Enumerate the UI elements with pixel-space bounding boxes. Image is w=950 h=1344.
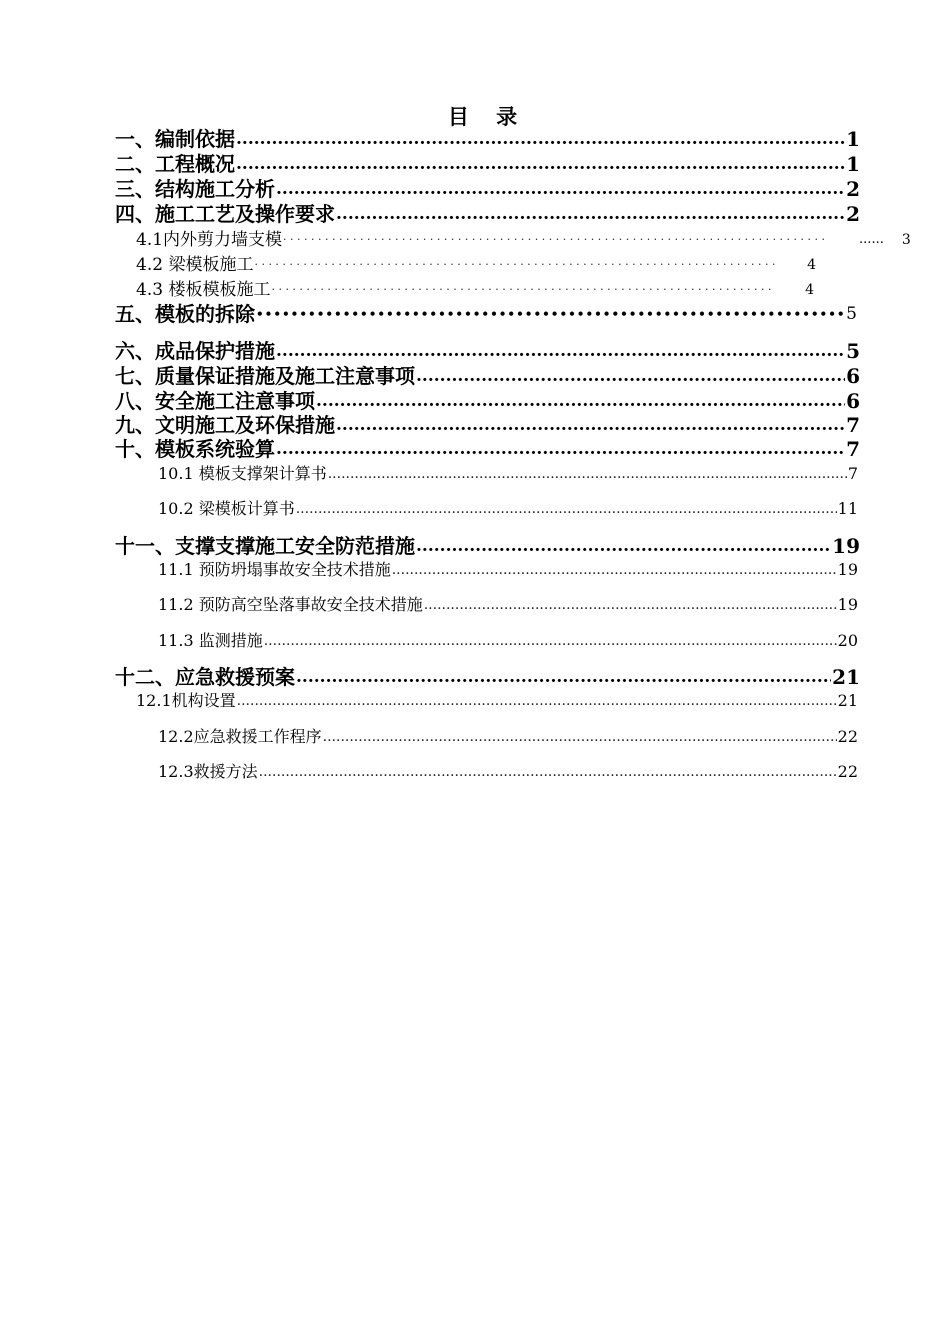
toc-entry-label: 七、质量保证措施及施工注意事项 xyxy=(115,364,415,388)
toc-leader xyxy=(264,630,837,652)
toc-entry[interactable] xyxy=(115,152,860,176)
toc-entry[interactable] xyxy=(158,594,858,616)
toc-entry-label: 11.1 预防坍塌事故安全技术措施 xyxy=(158,560,391,579)
toc-page-number: 5 xyxy=(846,304,857,324)
toc-entry[interactable] xyxy=(115,127,860,151)
toc-page-number: 2 xyxy=(846,177,860,201)
toc-leader xyxy=(256,302,845,326)
toc-entry-label: 10.1 模板支撑架计算书 xyxy=(158,464,327,483)
toc-entry[interactable] xyxy=(158,559,858,581)
toc-entry-label: 五、模板的拆除 xyxy=(115,302,255,326)
toc-leader xyxy=(416,364,845,388)
toc-entry[interactable] xyxy=(115,364,860,388)
toc-page-number: 21 xyxy=(832,665,860,689)
toc-entry-label: 10.2 梁模板计算书 xyxy=(158,499,295,518)
toc-entry-label: 十一、支撑支撑施工安全防范措施 xyxy=(115,534,415,558)
toc-entry[interactable] xyxy=(158,498,858,520)
toc-entry[interactable] xyxy=(158,630,858,652)
toc-leader xyxy=(392,559,837,581)
toc-entry[interactable] xyxy=(115,413,860,437)
toc-leader xyxy=(254,254,779,276)
toc-leader xyxy=(259,761,837,783)
toc-entry-label: 11.3 监测措施 xyxy=(158,631,263,650)
toc-leader xyxy=(416,534,831,558)
toc-entry[interactable] xyxy=(115,302,857,326)
toc-page-number: 7 xyxy=(846,437,860,461)
toc-entry-label: 一、编制依据 xyxy=(115,127,235,151)
toc-page-number: 19 xyxy=(832,534,860,558)
toc-page-number: 7 xyxy=(846,413,860,437)
toc-entry[interactable] xyxy=(136,229,911,251)
toc-page-number: 5 xyxy=(846,339,860,363)
toc-leader xyxy=(276,177,845,201)
toc-entry[interactable] xyxy=(158,726,858,748)
toc-entry-label: 二、工程概况 xyxy=(115,152,235,176)
toc-entry[interactable] xyxy=(115,202,860,226)
toc-entry-label: 12.2应急救援工作程序 xyxy=(158,727,322,746)
toc-entry[interactable] xyxy=(136,254,816,276)
toc-entry[interactable] xyxy=(115,339,860,363)
toc-leader xyxy=(316,389,845,413)
toc-entry-label: 四、施工工艺及操作要求 xyxy=(115,202,335,226)
page-title: 目 录 xyxy=(447,104,528,129)
toc-page-number: 22 xyxy=(837,727,858,746)
toc-page-number: 19 xyxy=(837,560,858,579)
toc-entry-label: 九、文明施工及环保措施 xyxy=(115,413,335,437)
toc-page-number: 11 xyxy=(837,499,858,518)
toc-entry-label: 11.2 预防高空坠落事故安全技术措施 xyxy=(158,595,423,614)
toc-entry[interactable] xyxy=(115,177,860,201)
toc-entry-label: 十、模板系统验算 xyxy=(115,437,275,461)
toc-entry[interactable] xyxy=(115,665,860,689)
toc-leader xyxy=(276,339,845,363)
toc-entry[interactable] xyxy=(136,279,814,301)
toc-page-number: 6 xyxy=(846,364,860,388)
toc-entry-label: 4.2 梁模板施工 xyxy=(136,255,254,275)
toc-page-number: 6 xyxy=(846,389,860,413)
toc-leader xyxy=(236,152,845,176)
toc-leader xyxy=(328,463,847,485)
toc-leader xyxy=(276,437,845,461)
toc-leader xyxy=(424,594,837,616)
toc-page-number: 2 xyxy=(846,202,860,226)
toc-page-number: 21 xyxy=(837,691,858,710)
toc-leader xyxy=(323,726,837,748)
toc-page-number: 7 xyxy=(847,464,858,483)
toc-page-number: 19 xyxy=(837,595,858,614)
toc-page-number: 4 xyxy=(807,257,816,273)
toc-leader xyxy=(271,279,773,301)
toc-entry[interactable] xyxy=(158,761,858,783)
toc-extra-dots: ...... xyxy=(859,232,884,247)
toc-page-number: 3 xyxy=(901,232,911,248)
toc-entry-label: 4.1内外剪力墙支模 xyxy=(136,230,283,250)
toc-entry[interactable] xyxy=(115,389,860,413)
toc-leader xyxy=(236,127,845,151)
toc-leader xyxy=(336,202,845,226)
toc-entry-label: 4.3 楼板模板施工 xyxy=(136,280,271,300)
toc-entry-label: 六、成品保护措施 xyxy=(115,339,275,363)
toc-leader xyxy=(296,665,831,689)
toc-page-number: 1 xyxy=(846,152,860,176)
toc-page-number: 20 xyxy=(837,631,858,650)
toc-entry[interactable] xyxy=(158,463,858,485)
toc-entry[interactable] xyxy=(115,437,860,461)
toc-leader xyxy=(237,690,837,712)
toc-entry-label: 十二、应急救援预案 xyxy=(115,665,295,689)
toc-leader xyxy=(283,229,828,251)
toc-leader xyxy=(296,498,837,520)
toc-entry-label: 12.1机构设置 xyxy=(136,691,236,710)
toc-entry-label: 三、结构施工分析 xyxy=(115,177,275,201)
toc-entry-label: 八、安全施工注意事项 xyxy=(115,389,315,413)
toc-entry-label: 12.3救援方法 xyxy=(158,762,258,781)
toc-page-number: 1 xyxy=(846,127,860,151)
toc-leader xyxy=(336,413,845,437)
toc-page-number: 4 xyxy=(805,282,814,298)
toc-page-number: 22 xyxy=(837,762,858,781)
toc-entry[interactable] xyxy=(115,534,860,558)
toc-entry[interactable] xyxy=(136,690,858,712)
